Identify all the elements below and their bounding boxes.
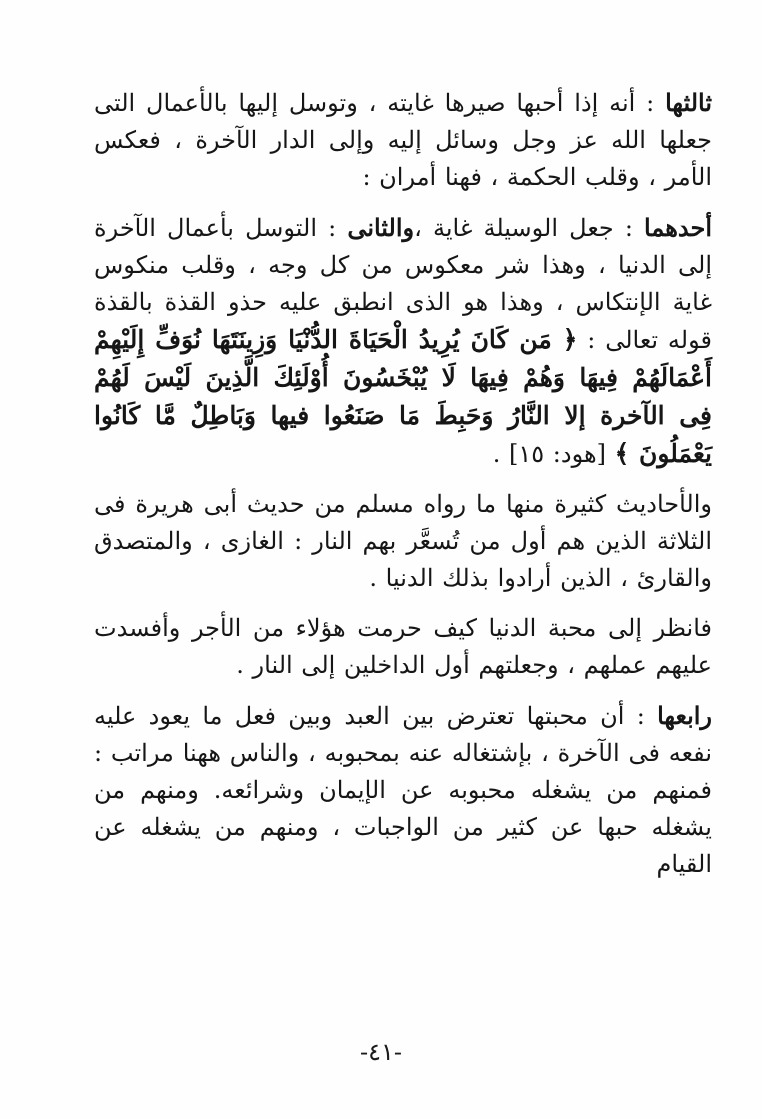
paragraph-text: : التوسل بأعمال الآخرة إلى الدنيا ، وهذا شر معكوس من كل وجه ، وقلب منكوس غاية الإنتكاس ، وهذا هو الذى انطبق عليه حذو القذة بالقذة قوله تعالى : <box>94 214 712 354</box>
paragraph-first-and-second <box>94 209 712 473</box>
page-body <box>94 84 712 896</box>
heading-first: أحدهما <box>644 213 712 242</box>
paragraph-fourth <box>94 697 712 883</box>
paragraph-hadith <box>94 486 712 597</box>
quran-verse: ﴿ مَن كَانَ يُرِيدُ الْحَيَاةَ الدُّنْيَا وَزِينَتَهَا نُوَفِّ إِلَيْهِمْ أَعْمَالَهُمْ فِيهَا وَهُمْ فِيهَا لَا يُبْخَسُونَ أُوْلَئِكَ الَّذِينَ لَيْسَ لَهُمْ فِى الآخرة إلا النَّارُ وَحَبِطَ مَا صَنَعُوا فيها وَبَاطِلٌ مَّا كَانُوا يَعْمَلُونَ ﴾ <box>94 325 712 468</box>
heading-second: والثانى <box>347 213 415 242</box>
verse-reference: [هود: ١٥] . <box>492 440 615 468</box>
paragraph-third <box>94 84 712 196</box>
paragraph-text: والأحاديث كثيرة منها ما رواه مسلم من حديث أبى هريرة فى الثلاثة الذين هم أول من تُسعَّر بهم النار : الغازى ، والمتصدق والقارئ ، الذين أرادوا بذلك الدنيا . <box>94 490 712 592</box>
page-number: -٤١- <box>360 1038 402 1066</box>
heading-third: ثالثها <box>665 88 712 117</box>
paragraph-text: : أن محبتها تعترض بين العبد وبين فعل ما يعود عليه نفعه فى الآخرة ، بإشتغاله عنه بمحبوبه ، والناس ههنا مراتب : فمنهم من يشغله محبوبه عن الإيمان وشرائعه. ومنهم من يشغله حبها عن كثير من الواجبات ، ومنهم من يشغله عن القيام <box>94 702 712 878</box>
paragraph-text: فانظر إلى محبة الدنيا كيف حرمت هؤلاء من الأجر وأفسدت عليهم عملهم ، وجعلتهم أول الداخلين إلى النار . <box>94 614 712 679</box>
paragraph-look <box>94 610 712 684</box>
paragraph-text: : جعل الوسيلة غاية ، <box>414 214 645 242</box>
paragraph-text: : أنه إذا أحبها صيرها غايته ، وتوسل إليها بالأعمال التى جعلها الله عز وجل وسائل إليه وإلى الدار الآخرة ، فعكس الأمر ، وقلب الحكمة ، فهنا أمران : <box>94 89 712 191</box>
heading-fourth: رابعها <box>657 701 712 730</box>
